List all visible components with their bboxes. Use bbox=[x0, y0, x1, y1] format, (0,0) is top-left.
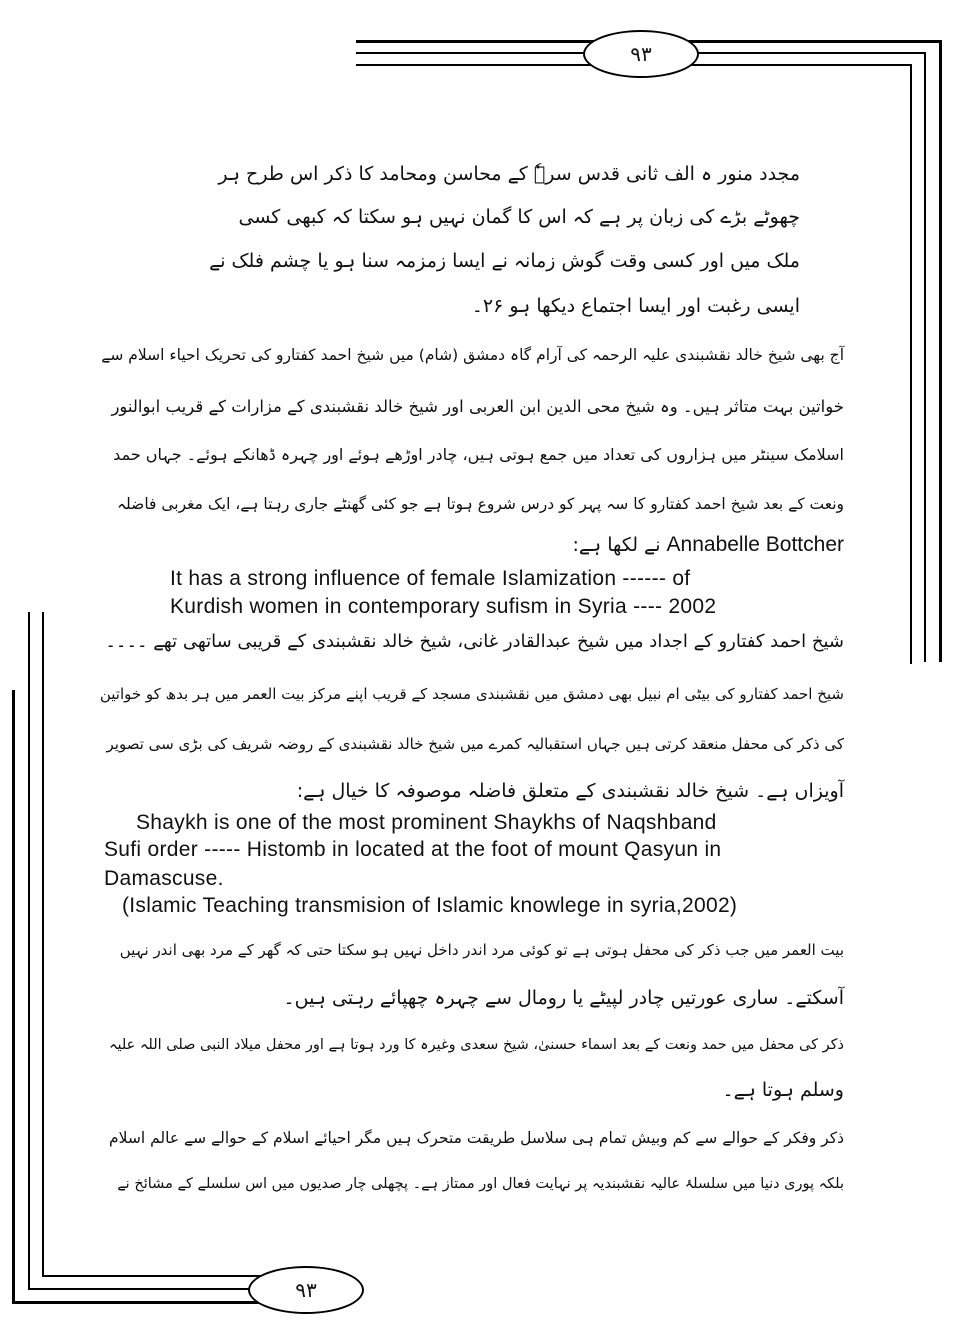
p4-line-6: بلکہ پوری دنیا میں سلسلۂ عالیہ نقشبندیہ پر نہایت فعال اور ممتاز ہے۔ پچھلی چار صدیوں میں اس سلسلے کے مشائخ نے bbox=[117, 1176, 844, 1192]
page-number-top-text: ۹۳ bbox=[630, 42, 652, 66]
p4-line-1: بیت العمر میں جب ذکر کی محفل ہوتی ہے تو کوئی مرد اندر داخل نہیں ہو سکتا حتی کہ گھر کے مرد بھی اندر نہیں bbox=[119, 941, 844, 959]
frame-left-line-2 bbox=[28, 612, 30, 1290]
p2-line-3: اسلامک سینٹر میں ہزاروں کی تعداد میں جمع ہوتی ہیں، چادر اوڑھے ہوئے اور چہرہ ڈھانکے ہوئے۔ جہاں حمد bbox=[113, 445, 844, 464]
frame-right-line-3 bbox=[910, 64, 912, 664]
p2-line-5 bbox=[572, 531, 844, 559]
quote1-line-2: Kurdish women in contemporary sufism in Syria ---- 2002 bbox=[170, 595, 717, 618]
p2-line-4: ونعت کے بعد شیخ احمد کفتارو کا سہ پہر کو درس شروع ہوتا ہے جو کئی گھنٹے جاری رہتا ہے، ایک مغربی فاضلہ bbox=[116, 495, 844, 513]
p1-line-3: ملک میں اور کسی وقت گوش زمانہ نے ایسا زمزمہ سنا ہو یا چشم فلک نے bbox=[209, 250, 800, 272]
p4-line-2: آسکتے۔ ساری عورتیں چادر لپیٹے یا رومال سے چہرہ چھپائے رہتی ہیں۔ bbox=[283, 987, 844, 1009]
frame-right-line-2 bbox=[924, 52, 926, 662]
quote1-line-1: It has a strong influence of female Islamization ------ of bbox=[170, 567, 691, 590]
frame-left-line-3 bbox=[42, 612, 44, 1276]
quote2-line-4: (Islamic Teaching transmision of Islamic knowlege in syria,2002) bbox=[122, 894, 738, 917]
p3-line-2: شیخ احمد کفتارو کی بیٹی ام نبیل بھی دمشق میں نقشبندی مسجد کے قریب اپنے مرکز بیت العمر میں ہر بدھ کو خواتین bbox=[99, 685, 844, 703]
p4-line-4: وسلم ہوتا ہے۔ bbox=[722, 1079, 844, 1101]
p2-line-5-urdu: نے لکھا ہے: bbox=[572, 534, 661, 556]
p3-line-3: کی ذکر کی محفل منعقد کرتی ہیں جہاں استقبالیہ کمرے میں شیخ خالد نقشبندی کے روضہ شریف کی بڑی سی تصویر bbox=[106, 735, 844, 753]
p4-line-3: ذکر کی محفل میں حمد ونعت کے بعد اسماء حسنیٰ، شیخ سعدی وغیرہ کا ورد ہوتا ہے اور محفل میلاد النبی صلی اللہ علیہ bbox=[108, 1037, 844, 1053]
quote2-line-2: Sufi order ----- Histomb in located at the foot of mount Qasyun in bbox=[104, 838, 722, 861]
page-number-bottom bbox=[248, 1266, 364, 1314]
p3-line-1: شیخ احمد کفتارو کے اجداد میں شیخ عبدالقادر غانی، شیخ خالد نقشبندی کے قریبی ساتھی تھے ۔۔۔۔ bbox=[105, 631, 844, 652]
p3-line-4: آویزاں ہے۔ شیخ خالد نقشبندی کے متعلق فاضلہ موصوفہ کا خیال ہے: bbox=[296, 780, 844, 802]
quote2-line-1: Shaykh is one of the most prominent Shaykhs of Naqshband bbox=[136, 811, 717, 834]
p2-line-2: خواتین بہت متاثر ہیں۔ وہ شیخ محی الدین ابن العربی اور شیخ خالد نقشبندی کے مزارات کے قریب ابوالنور bbox=[111, 397, 844, 416]
page-number-bottom-text: ۹۳ bbox=[295, 1278, 317, 1302]
p2-line-1: آج بھی شیخ خالد نقشبندی علیہ الرحمہ کی آرام گاہ دمشق (شام) میں شیخ احمد کفتارو کی تحریک احیاء اسلام سے bbox=[101, 346, 844, 364]
frame-left-line-1 bbox=[12, 690, 15, 1304]
quote2-line-3: Damascuse. bbox=[104, 867, 224, 890]
p1-line-4: ایسی رغبت اور ایسا اجتماع دیکھا ہو ۲۶۔ bbox=[471, 295, 800, 317]
frame-right-line-1 bbox=[939, 40, 942, 662]
p2-line-5-name: Annabelle Bottcher bbox=[666, 533, 844, 556]
p4-line-5: ذکر وفکر کے حوالے سے کم وبیش تمام ہی سلاسل طریقت متحرک ہیں مگر احیائے اسلام کے حوالے سے عالم اسلام bbox=[109, 1129, 844, 1147]
p1-line-2: چھوٹے بڑے کی زبان پر ہے کہ اس کا گمان نہیں ہو سکتا کہ کبھی کسی bbox=[238, 206, 800, 228]
page-number-top bbox=[583, 30, 699, 78]
p1-line-1: مجدد منور ہ الف ثانی قدس سرہٗ کے محاسن ومحامد کا ذکر اس طرح ہر bbox=[218, 163, 800, 185]
